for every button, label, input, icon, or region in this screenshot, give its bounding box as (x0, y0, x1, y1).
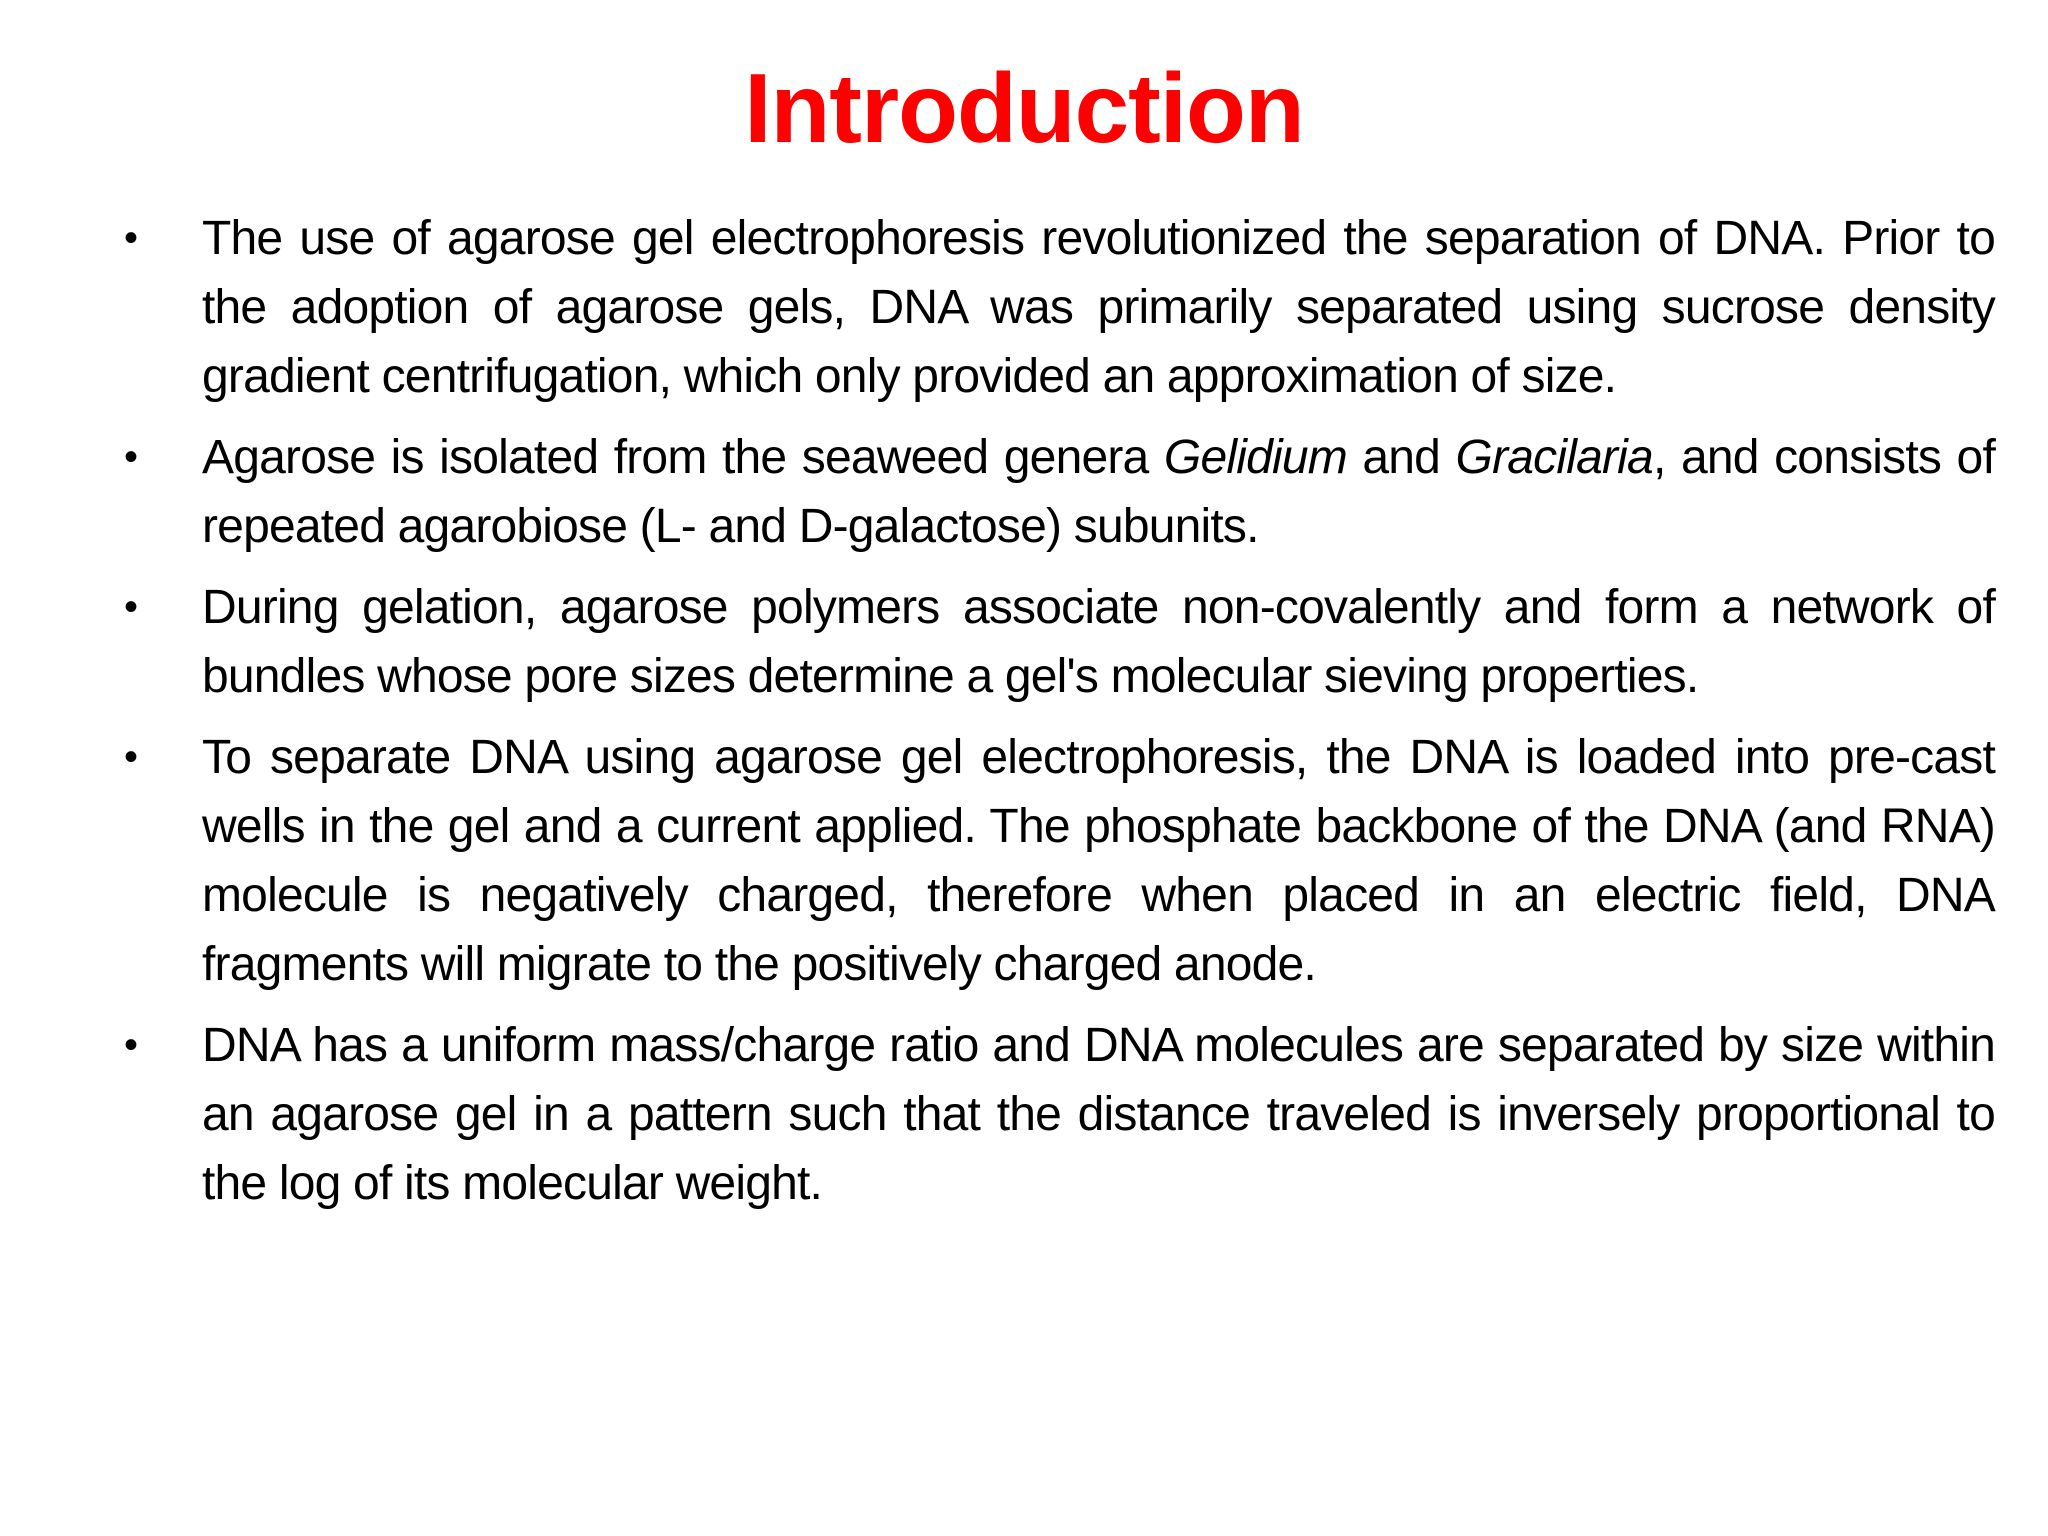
bullet-text (202, 1019, 1995, 1210)
slide-title: Introduction (744, 53, 1304, 163)
text-segment: , and consists of repeated agarobiose (L- and D-galactose) subunits. (202, 431, 1995, 553)
text-segment: During gelation, agarose polymers associate non-covalently and form a network of bundles whose pore sizes determine a gel's molecular sieving properties. (202, 581, 1995, 703)
bullet-text (202, 431, 1995, 553)
genus-name: Gracilaria (1455, 431, 1653, 484)
bullet-text (202, 212, 1995, 403)
text-segment: and (1346, 431, 1456, 484)
bullet-item (120, 423, 1995, 561)
bullet-icon: • (124, 435, 138, 479)
bullet-list (120, 204, 1995, 1230)
bullet-item (120, 204, 1995, 411)
genus-name: Gelidium (1163, 431, 1347, 484)
bullet-item (120, 573, 1995, 711)
text-segment: The use of agarose gel electrophoresis revolutionized the separation of DNA. Prior to the adoption of agarose gels, DNA was primarily separated using sucrose density gradient centrifugation, which only provided an approximation of size. (202, 212, 1995, 403)
bullet-text (202, 731, 1995, 991)
bullet-icon: • (124, 216, 138, 260)
bullet-item (120, 1011, 1995, 1218)
text-segment: DNA has a uniform mass/charge ratio and DNA molecules are separated by size within an agarose gel in a pattern such that the distance traveled is inversely proportional to the log of its molecular weight. (202, 1019, 1995, 1210)
text-segment: Agarose is isolated from the seaweed genera (202, 431, 1164, 484)
text-segment: To separate DNA using agarose gel electrophoresis, the DNA is loaded into pre-cast wells in the gel and a current applied. The phosphate backbone of the DNA (and RNA) molecule is negatively charged, therefore when placed in an electric field, DNA fragments will migrate to the positively charged anode. (202, 731, 1995, 991)
bullet-icon: • (124, 735, 138, 779)
bullet-icon: • (124, 585, 138, 629)
bullet-item (120, 723, 1995, 999)
bullet-text (202, 581, 1995, 703)
bullet-icon: • (124, 1023, 138, 1067)
